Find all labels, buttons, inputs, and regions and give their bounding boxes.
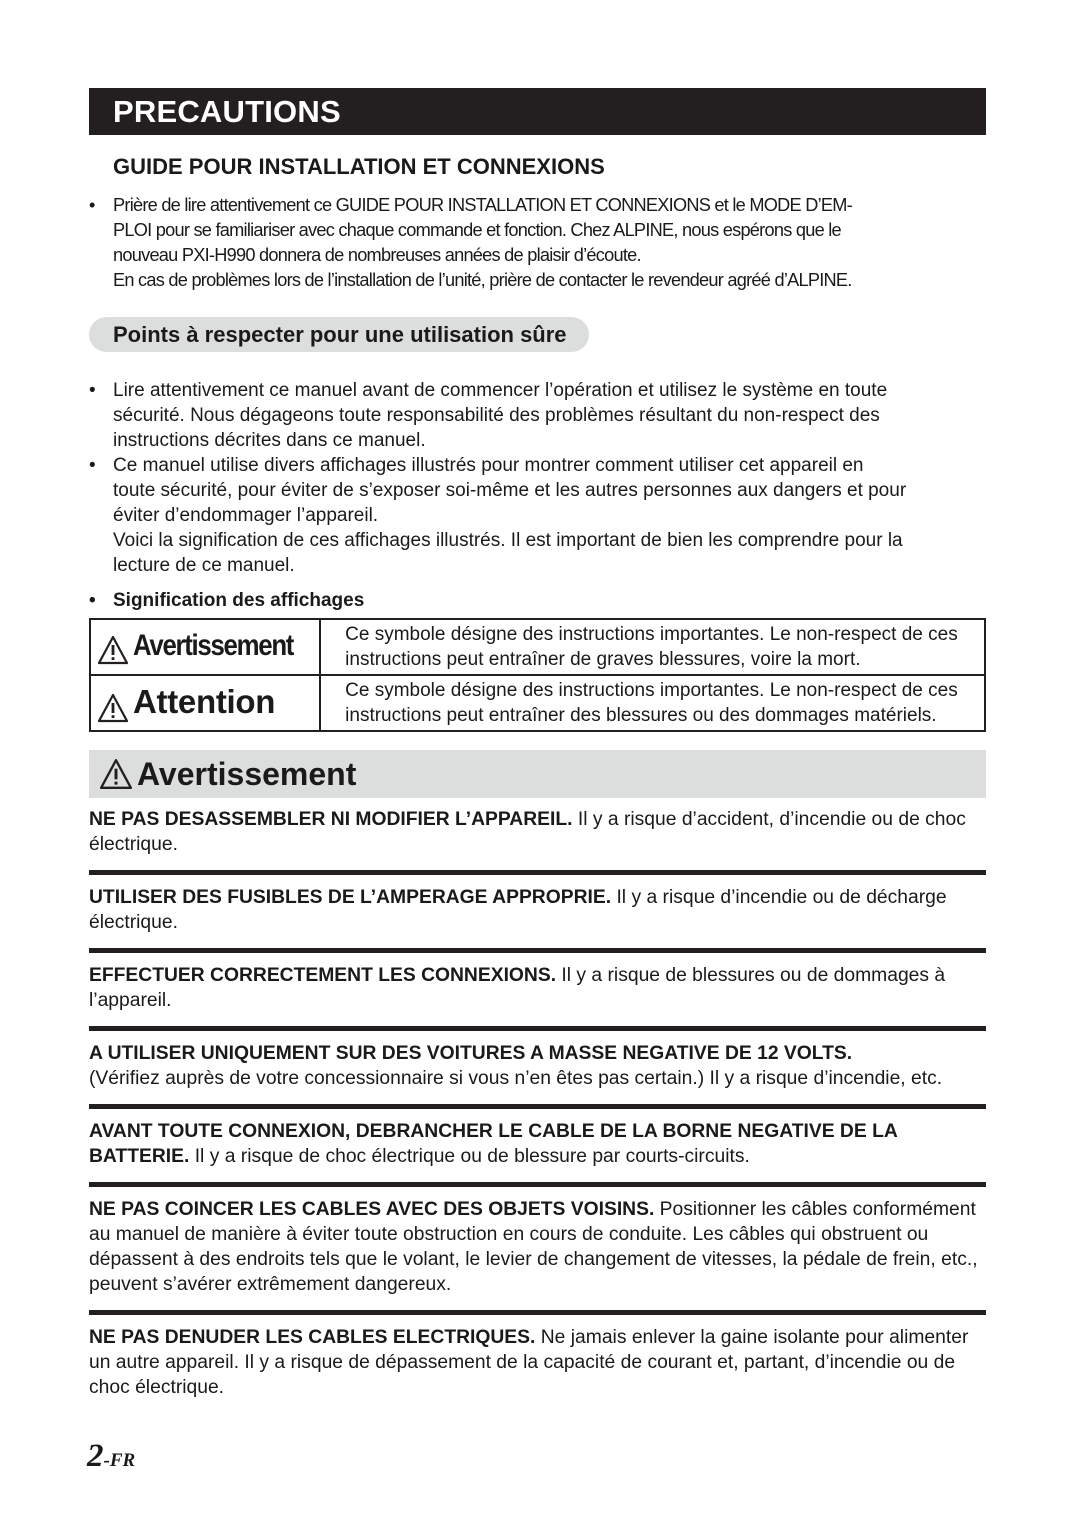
symbol-label: Attention: [133, 682, 276, 720]
list-line: éviter d’endommager l’appareil.: [113, 505, 379, 526]
page-number-suffix: -FR: [103, 1450, 136, 1471]
warning-section-title: Avertissement: [137, 755, 357, 792]
page-title-text: PRECAUTIONS: [113, 93, 341, 129]
list-line: Ce manuel utilise divers affichages illustrés pour montrer comment utiliser cet appareil en: [113, 455, 864, 476]
symbol-description: [320, 619, 985, 675]
warning-triangle-icon: [97, 635, 129, 665]
warning-item: [89, 953, 986, 1031]
warning-item: [89, 1031, 986, 1109]
description-line: instructions peut entraîner des blessures ou des dommages matériels.: [345, 705, 937, 726]
intro-line: PLOI pour se familiariser avec chaque commande et fonction. Chez ALPINE, nous espérons que le: [113, 220, 841, 240]
page-number-digit: 2: [87, 1438, 104, 1474]
warning-item: [89, 1187, 986, 1315]
warning-item-title: UTILISER DES FUSIBLES DE L’AMPERAGE APPROPRIE.: [89, 887, 612, 908]
warning-item-title: AVANT TOUTE CONNEXION, DEBRANCHER LE CABLE DE LA BORNE NEGATIVE DE LA BATTERIE.: [89, 1121, 898, 1167]
list-line: Lire attentivement ce manuel avant de commencer l’opération et utilisez le système en toute: [113, 380, 888, 401]
list-item: [89, 378, 986, 453]
warning-item-title: EFFECTUER CORRECTEMENT LES CONNEXIONS.: [89, 965, 557, 986]
list-line: toute sécurité, pour éviter de s’exposer soi-même et les autres personnes aux dangers et pour: [113, 480, 907, 501]
description-line: Ce symbole désigne des instructions importantes. Le non-respect de ces: [345, 624, 958, 645]
symbol-label: Avertissement: [133, 628, 294, 662]
list-line: lecture de ce manuel.: [113, 555, 295, 576]
list-item: [89, 453, 986, 578]
warning-item: [89, 875, 986, 953]
warning-item-title: NE PAS DESASSEMBLER NI MODIFIER L’APPAREIL.: [89, 809, 573, 830]
table-row: [90, 619, 985, 675]
description-line: Ce symbole désigne des instructions importantes. Le non-respect de ces: [345, 680, 958, 701]
list-line: Voici la signification de ces affichages illustrés. Il est important de bien les comprendre pour la: [113, 530, 903, 551]
warning-triangle-icon: [97, 693, 129, 723]
intro-paragraph: [89, 193, 986, 293]
warning-item-text: Il y a risque d’accident, d’incendie ou de choc électrique.: [89, 809, 966, 855]
bullet-marker: •: [89, 455, 96, 476]
manual-page: [89, 88, 986, 1413]
safety-bullet-list: [89, 378, 986, 578]
intro-line: En cas de problèmes lors de l’installation de l’unité, prière de contacter le revendeur agréé d’ALPINE.: [113, 270, 852, 290]
warning-item-title: A UTILISER UNIQUEMENT SUR DES VOITURES A MASSE NEGATIVE DE 12 VOLTS.: [89, 1043, 853, 1064]
warning-item: [89, 1109, 986, 1187]
warning-item-text: Il y a risque de blessures ou de dommages à l’appareil.: [89, 965, 946, 1011]
list-line: sécurité. Nous dégageons toute responsabilité des problèmes résultant du non-respect des: [113, 405, 880, 426]
page-title: [89, 88, 986, 135]
bullet-marker: •: [89, 380, 96, 401]
warning-item-text: Ne jamais enlever la gaine isolante pour alimenter un autre appareil. Il y a risque de dépassement de la capacité de courant et, partant, d’incendie ou de choc électrique.: [89, 1327, 969, 1398]
warning-item-text: Il y a risque d’incendie ou de décharge électrique.: [89, 887, 947, 933]
signification-heading: [89, 589, 986, 613]
bullet-marker: •: [89, 195, 95, 215]
warning-triangle-icon: [99, 758, 133, 790]
symbol-description: [320, 675, 985, 731]
warning-item-title: NE PAS COINCER LES CABLES AVEC DES OBJETS VOISINS.: [89, 1199, 655, 1220]
intro-line: nouveau PXI-H990 donnera de nombreuses années de plaisir d’écoute.: [113, 245, 641, 265]
safety-heading: Points à respecter pour une utilisation sûre: [89, 317, 589, 352]
warning-list: [89, 798, 986, 1413]
page-number: [87, 1436, 135, 1481]
symbol-meaning-table: [89, 618, 986, 732]
warning-item-text: Il y a risque de choc électrique ou de blessure par courts-circuits.: [189, 1146, 750, 1167]
symbol-label-cell: [90, 619, 320, 675]
signification-heading-text: Signification des affichages: [113, 590, 365, 611]
warning-item-text: Positionner les câbles conformément au manuel de manière à éviter toute obstruction en cours de conduite. Les câbles qui obstruent ou dépassent à des endroits tels que le volant, le levier de changement de vitesses, la pédale de frein, etc., peuvent s’avérer extrêmement dangereux.: [89, 1199, 978, 1295]
description-line: instructions peut entraîner de graves blessures, voire la mort.: [345, 649, 861, 670]
symbol-label-cell: [90, 675, 320, 731]
warning-item-title: NE PAS DENUDER LES CABLES ELECTRIQUES.: [89, 1327, 536, 1348]
table-row: [90, 675, 985, 731]
warning-item: [89, 1315, 986, 1413]
section-subtitle: GUIDE POUR INSTALLATION ET CONNEXIONS: [113, 154, 605, 179]
bullet-marker: •: [89, 590, 96, 611]
warning-item: [89, 798, 986, 875]
list-line: instructions décrites dans ce manuel.: [113, 430, 426, 451]
warning-section-heading: [89, 750, 986, 798]
warning-item-text: (Vérifiez auprès de votre concessionnaire si vous n’en êtes pas certain.) Il y a risque d’incendie, etc.: [89, 1068, 943, 1089]
intro-line: Prière de lire attentivement ce GUIDE POUR INSTALLATION ET CONNEXIONS et le MODE D’EM-: [113, 195, 852, 215]
